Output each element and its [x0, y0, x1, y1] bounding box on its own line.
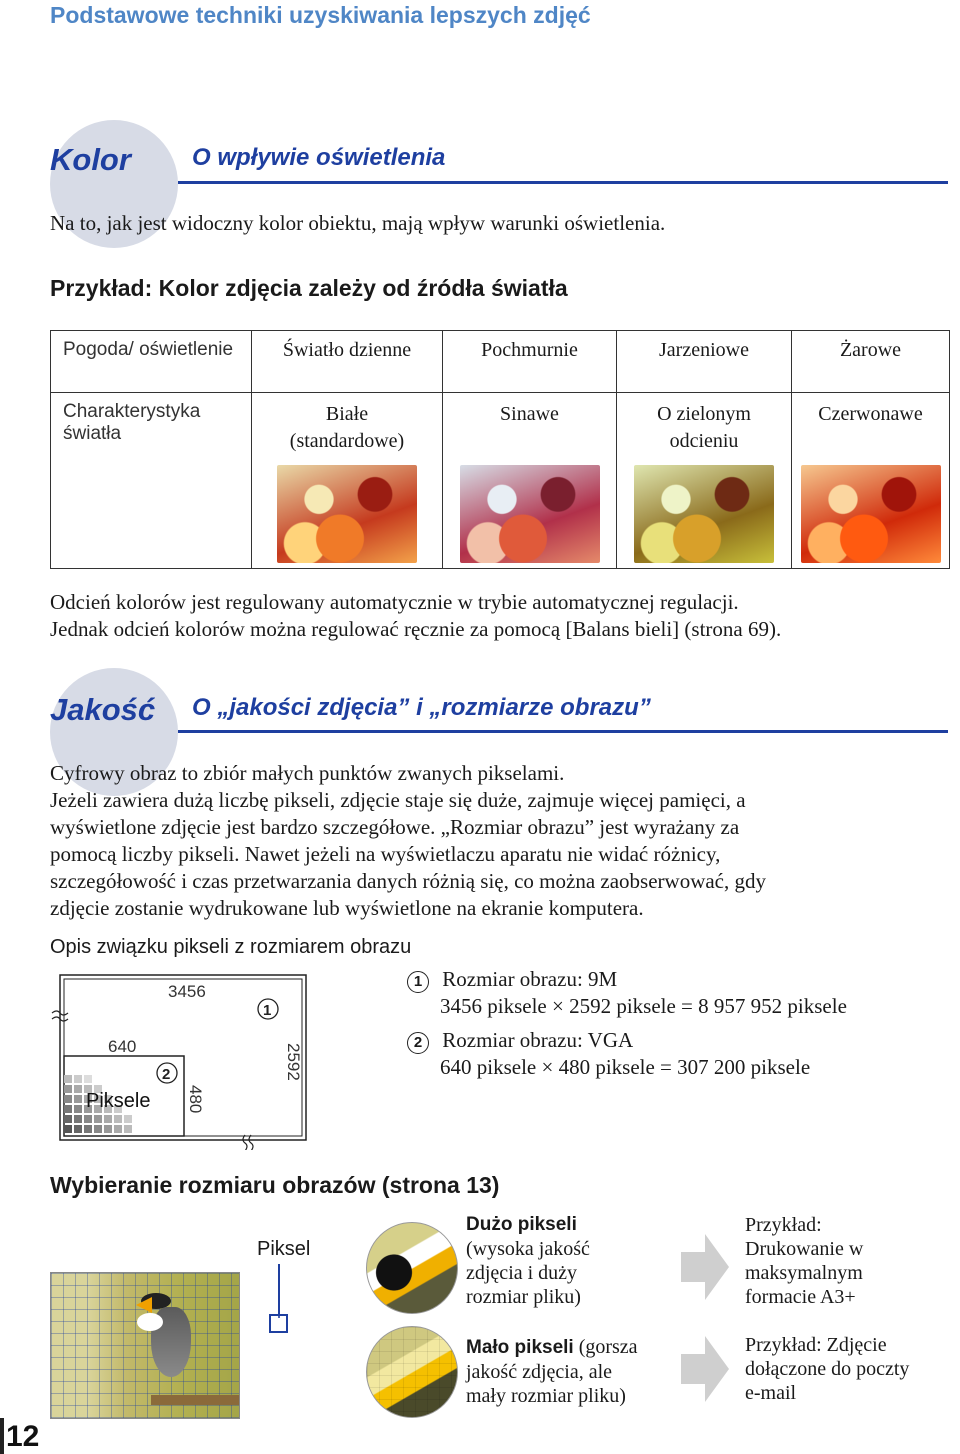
example-line: e-mail [745, 1382, 797, 1404]
example-line: Przykład: Zdjęcie [745, 1334, 887, 1356]
item-number-badge: 1 [407, 971, 429, 993]
character-line [443, 428, 616, 455]
fruit-photo-daylight [277, 465, 417, 563]
few-pixels-desc [466, 1335, 638, 1408]
item-title: Rozmiar obrazu: VGA [442, 1028, 634, 1052]
character-line: odcieniu [669, 430, 739, 452]
fruit-photo-incandescent [801, 465, 941, 563]
width-vga-label: 640 [108, 1037, 137, 1056]
paragraph-line: Cyfrowy obraz to zbiór małych punktów zwanych pikselami. [50, 761, 565, 785]
page-header-title: Podstawowe techniki uzyskiwania lepszych zdjęć [50, 2, 591, 28]
width-9m-label: 3456 [168, 982, 206, 1001]
branch [151, 1395, 239, 1405]
table-cell-condition: Światło dzienne [252, 331, 443, 393]
desc-line: (gorsza [573, 1336, 638, 1358]
size-item-9m [407, 966, 847, 1019]
few-pixels-example [745, 1333, 909, 1405]
sharp-beak-closeup [366, 1222, 458, 1314]
pixels-label: Piksele [86, 1090, 151, 1112]
example-line: Drukowanie w [745, 1238, 864, 1260]
size-item-vga [407, 1027, 810, 1080]
image-size-title: Wybieranie rozmiaru obrazów (strona 13) [50, 1172, 500, 1198]
pixel-callout-label: Piksel [257, 1238, 311, 1260]
character-line: Białe [325, 403, 369, 425]
paragraph-line: zdjęcie zostanie wydrukowane lub wyświetlone na ekranie komputera. [50, 896, 644, 920]
quality-paragraph [50, 760, 950, 922]
section-heading-quality: O „jakości zdjęcia” i „rozmiarze obrazu” [192, 694, 651, 721]
character-line: (standardowe) [289, 430, 405, 452]
table-cell-cloudy [443, 393, 617, 569]
bird-cheek [137, 1313, 163, 1331]
example-line: maksymalnym [745, 1262, 863, 1284]
fruit-photo-cloudy [460, 465, 600, 563]
section-label-quality: Jakość [50, 692, 156, 727]
table-cell-daylight [252, 393, 443, 569]
item-number-badge: 2 [407, 1032, 429, 1054]
character-line: Czerwonawe [818, 403, 923, 425]
item-title: Rozmiar obrazu: 9M [442, 967, 618, 991]
paragraph-line: szczegółowość i czas przetwarzania danych różnią się, co można zaobserwować, gdy [50, 869, 766, 893]
pixel-size-diagram [50, 965, 320, 1150]
height-9m-label: 2592 [284, 1043, 303, 1081]
break-mark-bottom [243, 1135, 253, 1150]
pixel-highlight-square [269, 1314, 288, 1333]
desc-line: (wysoka jakość [466, 1238, 590, 1260]
character-line [792, 428, 949, 455]
desc-line: zdjęcia i duży [466, 1262, 578, 1284]
section-label-kolor: Kolor [50, 142, 131, 177]
section-heading-lighting: O wpływie oświetlenia [192, 144, 446, 171]
table-cell-condition: Żarowe [792, 331, 950, 393]
example-line: dołączone do poczty [745, 1358, 910, 1380]
section-rule-quality [178, 730, 948, 733]
paragraph-line: wyświetlone zdjęcie jest bardzo szczegółowe. „Rozmiar obrazu” jest wyrażany za [50, 815, 740, 839]
marker-2-number: 2 [162, 1066, 171, 1083]
table-cell-condition: Jarzeniowe [617, 331, 792, 393]
arrow-right-icon [681, 1232, 731, 1302]
pixel-diagram-title: Opis związku pikseli z rozmiarem obrazu [50, 936, 412, 958]
item-calc: 640 piksele × 480 piksele = 307 200 piksele [440, 1055, 811, 1079]
section-rule-kolor [178, 181, 948, 184]
table-row-header-weather: Pogoda/ oświetlenie [51, 331, 252, 393]
fruit-photo-fluorescent [634, 465, 774, 563]
paragraph-line: pomocą liczby pikseli. Nawet jeżeli na wyświetlaczu aparatu nie widać różnicy, [50, 842, 721, 866]
color-example-title: Przykład: Kolor zdjęcia zależy od źródła światła [50, 275, 568, 301]
lighting-table [50, 330, 950, 569]
paragraph-line: Jeżeli zawiera dużą liczbę pikseli, zdjęcie staje się duże, zajmuje więcej pamięci, a [50, 788, 746, 812]
height-vga-label: 480 [186, 1085, 205, 1114]
pixel-callout-line [278, 1264, 280, 1318]
color-note-line2: Jednak odcień kolorów można regulować ręcznie za pomocą [Balans bieli] (strona 69). [50, 617, 782, 641]
character-line: O zielonym [657, 403, 751, 425]
color-intro-text: Na to, jak jest widoczny kolor obiektu, mają wpływ warunki oświetlenia. [50, 211, 666, 235]
page-edge-marker [0, 1418, 4, 1454]
desc-line: rozmiar pliku) [466, 1286, 581, 1308]
table-cell-fluorescent [617, 393, 792, 569]
item-calc: 3456 piksele × 2592 piksele = 8 957 952 piksele [440, 994, 847, 1018]
example-line: Przykład: [745, 1214, 822, 1236]
example-line: formacie A3+ [745, 1286, 856, 1308]
arrow-right-icon [681, 1334, 731, 1404]
page-number: 12 [6, 1420, 40, 1453]
color-note-line1: Odcień kolorów jest regulowany automatycznie w trybie automatycznej regulacji. [50, 590, 739, 614]
desc-line: mały rozmiar pliku) [466, 1385, 626, 1407]
many-pixels-desc [466, 1213, 590, 1309]
few-pixels-title: Mało pikseli [466, 1337, 574, 1358]
table-cell-condition: Pochmurnie [443, 331, 617, 393]
pixelated-beak-closeup [366, 1326, 458, 1418]
marker-1-number: 1 [263, 1002, 272, 1019]
table-row-header-light: Charakterystyka światła [51, 393, 252, 569]
bird-photo [50, 1272, 240, 1419]
bird-beak [136, 1297, 152, 1313]
desc-line: jakość zdjęcia, ale [466, 1361, 613, 1383]
character-line: Sinawe [500, 403, 559, 425]
many-pixels-example [745, 1213, 863, 1309]
many-pixels-title: Dużo pikseli [466, 1214, 577, 1235]
table-cell-incandescent [792, 393, 950, 569]
